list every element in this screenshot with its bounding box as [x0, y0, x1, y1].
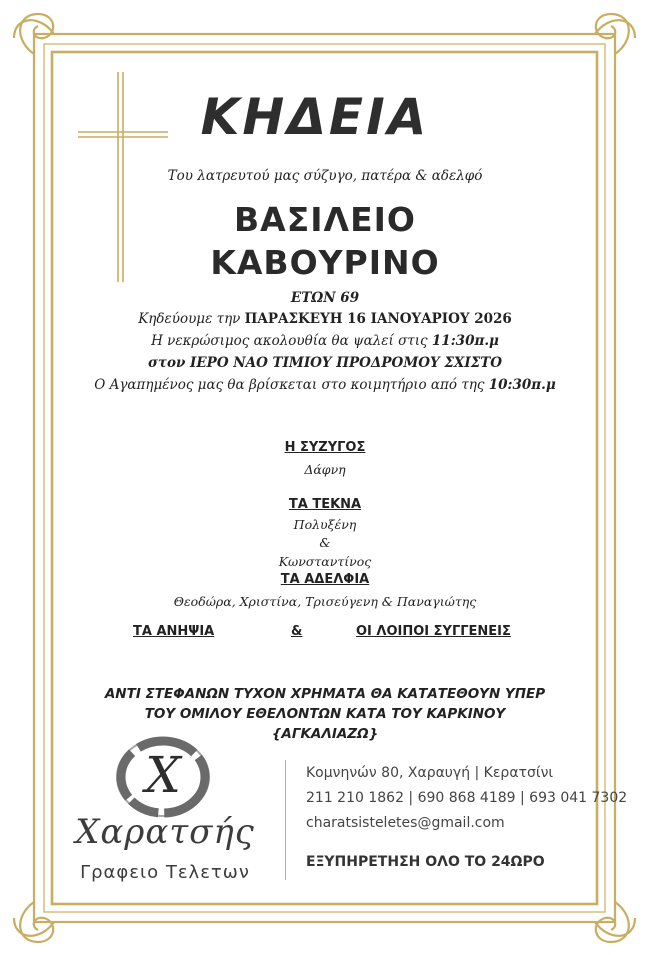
donation-line: ΑΝΤΙ ΣΤΕΦΑΝΩΝ ΤΥΧΟΝ ΧΡΗΜΑΤΑ ΘΑ ΚΑΤΑΤΕΘΟΥΝ ΥΠΕΡ [104, 686, 546, 702]
service-prefix: Η νεκρώσιμος ακολουθία θα ψαλεί στις [151, 333, 432, 349]
divider [285, 760, 286, 880]
cemetery-time: 10:30π.μ [488, 377, 556, 393]
donation-line: ΤΟΥ ΟΜΙΛΟΥ ΕΘΕΛΟΝΤΩΝ ΚΑΤΑ ΤΟΥ ΚΑΡΚΙΝΟΥ [144, 706, 506, 722]
funeral-date: ΠΑΡΑΣΚΕΥΗ 16 ΙΑΝΟΥΑΡΙΟΥ 2026 [244, 311, 512, 327]
funeral-date-line [60, 311, 590, 327]
church-line: στον ΙΕΡΟ ΝΑΟ ΤΙΜΙΟΥ ΠΡΟΔΡΟΜΟΥ ΣΧΙΣΤΟ [147, 355, 503, 371]
relatives-heading: ΟΙ ΛΟΙΠΟΙ ΣΥΓΓΕΝΕΙΣ [356, 624, 511, 639]
donation-organization: {ΑΓΚΑΛΙΑΖΩ} [271, 726, 379, 742]
deceased-last-name: ΚΑΒΟΥΡΙΝΟ [210, 243, 440, 282]
dedication-line: Του λατρευτού μας σύζυγο, πατέρα & αδελφό [167, 168, 483, 184]
business-name: Χαρατσής [75, 812, 255, 852]
service-line [60, 333, 590, 349]
business-service-hours: ΕΞΥΠΗΡΕΤΗΣΗ ΟΛΟ ΤΟ 24ΩΡΟ [306, 854, 545, 870]
page-title: ΚΗΔΕΙΑ [200, 88, 430, 146]
funeral-date-prefix: Κηδεύουμε την [138, 311, 245, 327]
age-line: ΕΤΩΝ 69 [290, 290, 360, 306]
service-time: 11:30π.μ [431, 333, 499, 349]
business-address: Κομνηνών 80, Χαραυγή | Κερατσίνι [306, 765, 554, 781]
spouse-heading: Η ΣΥΖΥΓΟΣ [284, 440, 366, 455]
logo-letter: Χ [145, 746, 181, 804]
nephews-heading: ΤΑ ΑΝΗΨΙΑ [133, 624, 215, 639]
siblings-names: Θεοδώρα, Χριστίνα, Τρισεύγενη & Παναγιώτης [173, 594, 477, 609]
relations-ampersand: & [291, 624, 303, 639]
children-heading: ΤΑ ΤΕΚΝΑ [288, 497, 362, 512]
spouse-name: Δάφνη [304, 462, 346, 477]
siblings-heading: ΤΑ ΑΔΕΛΦΙΑ [280, 572, 370, 587]
children-ampersand: & [319, 535, 331, 550]
business-subtitle: Γραφειο Τελετων [80, 862, 250, 883]
business-logo [60, 732, 270, 902]
child-name: Κωνσταντίνος [278, 554, 372, 569]
cemetery-line [60, 377, 590, 393]
deceased-first-name: ΒΑΣΙΛΕΙΟ [234, 200, 416, 239]
business-phones: 211 210 1862 | 690 868 4189 | 693 041 7302 [306, 790, 628, 806]
cemetery-prefix: Ο Αγαπημένος μας θα βρίσκεται στο κοιμητήριο από της [94, 377, 489, 393]
business-email: charatsisteletes@gmail.com [306, 815, 505, 831]
child-name: Πολυξένη [293, 517, 357, 532]
